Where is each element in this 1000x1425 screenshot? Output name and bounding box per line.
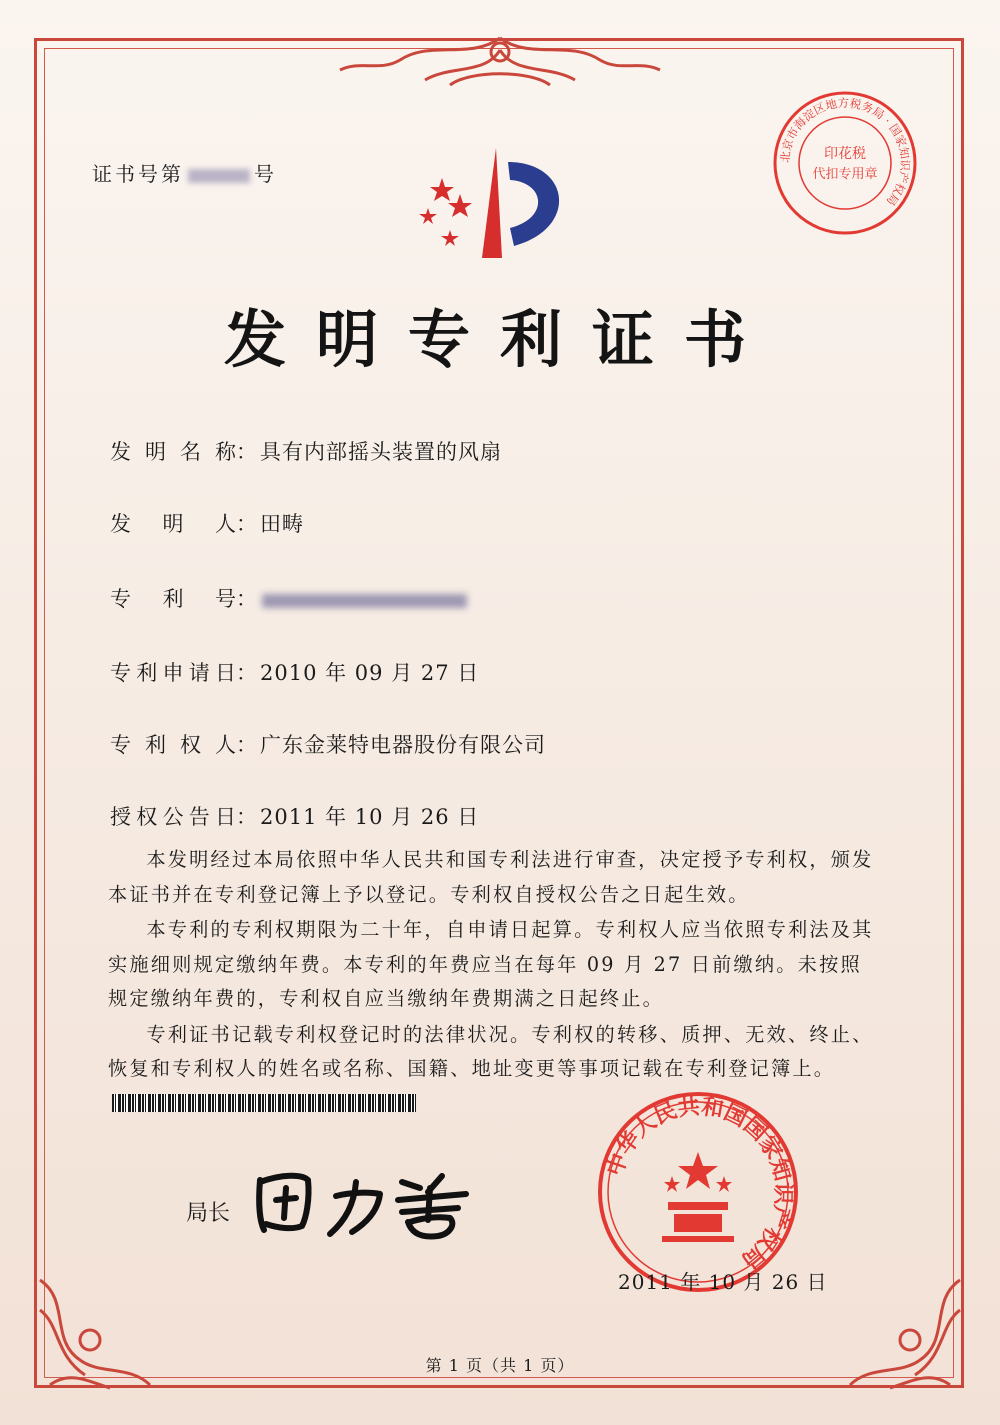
field-value: 广东金莱特电器股份有限公司 (260, 733, 546, 757)
tax-stamp-center-line-1: 印花税 (824, 146, 866, 162)
certificate-number (92, 158, 277, 187)
body-paragraph: 专利证书记载专利权登记时的法律状况。专利权的转移、质押、无效、终止、恢复和专利权人的姓名或名称、国籍、地址变更等事项记载在专利登记簿上。 (108, 1022, 874, 1080)
director-label: 局长 (186, 1201, 231, 1226)
certificate-title: 发明专利证书 (223, 303, 776, 376)
field-label: 专利权人 (110, 733, 236, 757)
field-patent-number: 专利号： (110, 583, 467, 613)
top-ornament (300, 30, 700, 100)
page-footer: 第 1 页（共 1 页） (425, 1356, 575, 1375)
field-value: 田畴 (260, 512, 304, 536)
field-label: 专利号 (110, 587, 236, 611)
redacted-patent-number (262, 594, 467, 608)
certificate-number-suffix: 号 (254, 162, 277, 186)
patent-office-seal (596, 1090, 800, 1294)
body-paragraph: 本发明经过本局依照中华人民共和国专利法进行审查，决定授予专利权，颁发本证书并在专利登记簿上予以登记。专利权自授权公告之日起生效。 (108, 848, 874, 906)
bottom-right-ornament (840, 1270, 970, 1395)
field-value: 具有内部摇头装置的风扇 (260, 440, 502, 464)
certificate-body (108, 843, 878, 1088)
field-label: 专利申请日 (110, 661, 236, 685)
director-signature (252, 1160, 482, 1240)
field-invention-name: 发明名称：具有内部摇头装置的风扇 (110, 436, 502, 466)
bottom-left-ornament (30, 1270, 160, 1395)
field-label: 发明人 (110, 512, 236, 536)
field-value: 2011 年 10 月 26 日 (260, 805, 480, 829)
field-grant-date: 授权公告日：2011 年 10 月 26 日 (110, 801, 479, 831)
body-paragraph: 本专利的专利权期限为二十年，自申请日起算。专利权人应当依照专利法及其实施细则规定缴纳年费。本专利的年费应当在每年 09 月 27 日前缴纳。未按照规定缴纳年费的，专利权自应当缴纳年费期满之日起终止。 (108, 918, 874, 1010)
barcode (112, 1094, 416, 1112)
field-value: 2010 年 09 月 27 日 (260, 661, 480, 685)
tax-stamp-center-line-2: 代扣专用章 (812, 167, 878, 182)
field-application-date: 专利申请日：2010 年 09 月 27 日 (110, 657, 479, 687)
tax-stamp (772, 90, 918, 236)
tax-stamp-ring-text: 北京市海淀区地方税务局 · 国家知识产权局 (777, 95, 913, 209)
field-label: 授权公告日 (110, 805, 236, 829)
redacted-number (188, 169, 250, 183)
field-label: 发明名称 (110, 440, 236, 464)
field-patentee: 专利权人：广东金莱特电器股份有限公司 (110, 729, 546, 759)
issue-date: 2011 年 10 月 26 日 (618, 1270, 828, 1294)
certificate-number-prefix: 证书号第 (92, 162, 184, 186)
field-inventor: 发明人：田畴 (110, 508, 304, 538)
seal-ring-text: 中华人民共和国国家知识产权局 (602, 1094, 796, 1273)
patent-office-logo (410, 148, 580, 268)
